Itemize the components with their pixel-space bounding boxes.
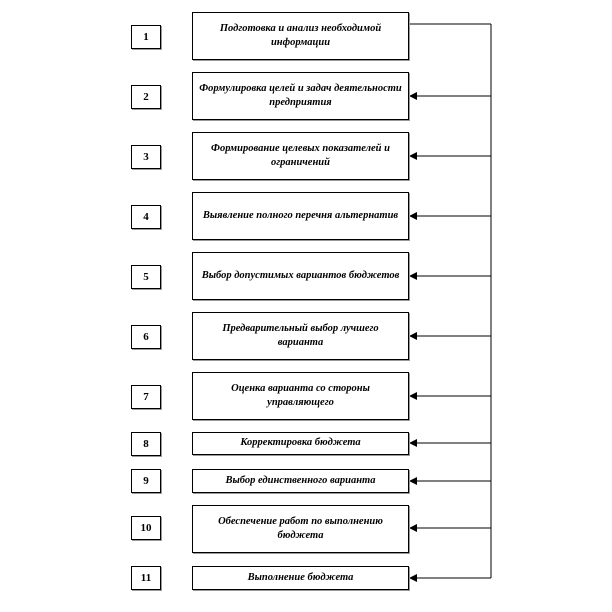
- step-number-6: 6: [131, 325, 161, 349]
- step-box-6: Предварительный выбор лучшего варианта: [192, 312, 409, 360]
- step-number-10: 10: [131, 516, 161, 540]
- step-box-1: Подготовка и анализ необходимой информации: [192, 12, 409, 60]
- step-box-9: Выбор единственного варианта: [192, 469, 409, 493]
- step-number-8: 8: [131, 432, 161, 456]
- step-number-11: 11: [131, 566, 161, 590]
- step-number-1: 1: [131, 25, 161, 49]
- step-box-7: Оценка варианта со стороны управляющего: [192, 372, 409, 420]
- step-box-5: Выбор допустимых вариантов бюджетов: [192, 252, 409, 300]
- step-number-5: 5: [131, 265, 161, 289]
- step-box-4: Выявление полного перечня альтернатив: [192, 192, 409, 240]
- step-number-2: 2: [131, 85, 161, 109]
- step-box-10: Обеспечение работ по выполнению бюджета: [192, 505, 409, 553]
- step-box-8: Корректировка бюджета: [192, 432, 409, 455]
- step-number-9: 9: [131, 469, 161, 493]
- step-number-3: 3: [131, 145, 161, 169]
- step-number-4: 4: [131, 205, 161, 229]
- step-box-11: Выполнение бюджета: [192, 566, 409, 590]
- step-box-3: Формирование целевых показателей и ограничений: [192, 132, 409, 180]
- step-box-2: Формулировка целей и задач деятельности предприятия: [192, 72, 409, 120]
- step-number-7: 7: [131, 385, 161, 409]
